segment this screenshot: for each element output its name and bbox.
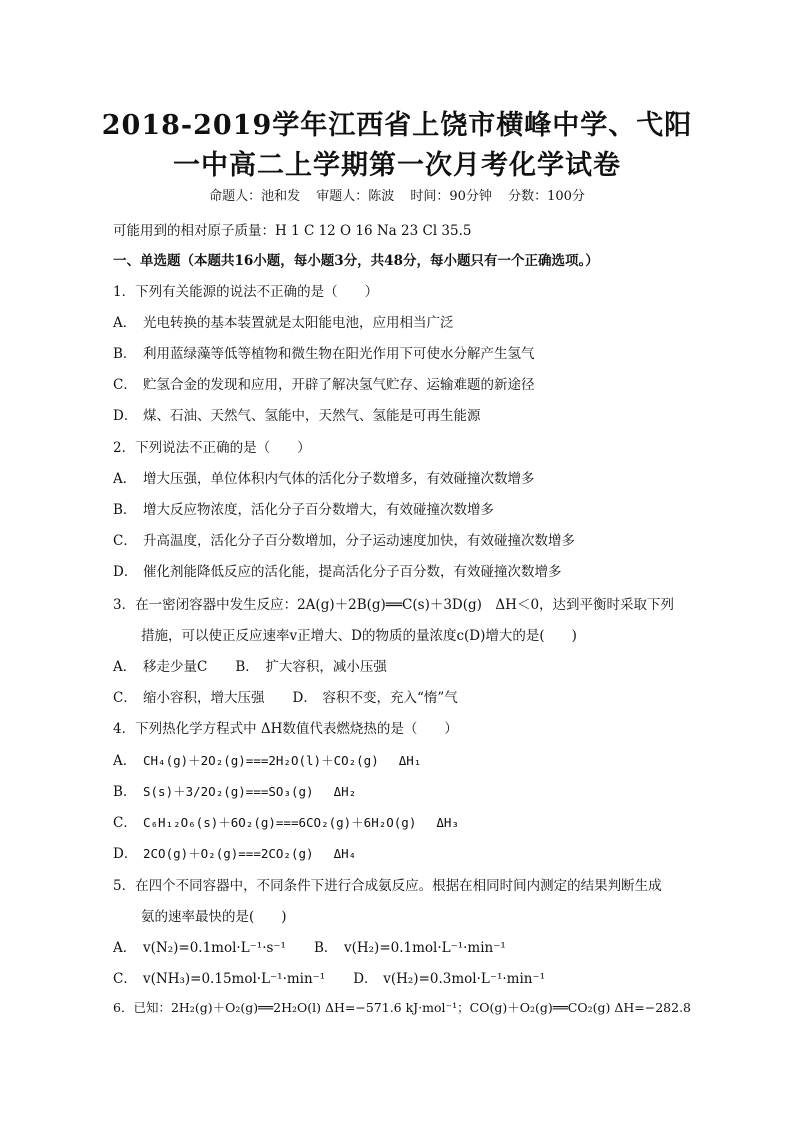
option-letter: D． <box>113 408 138 424</box>
reviewer: 审题人：陈波 <box>316 189 395 204</box>
question-1-option-d <box>113 404 684 424</box>
option-letter: B． <box>113 502 137 518</box>
option-text: 2CO(g)＋O₂(g)===2CO₂(g) ΔH₄ <box>143 846 357 861</box>
option-letter: C． <box>113 377 137 393</box>
option-letter: B． <box>235 659 259 675</box>
option-text: 扩大容积，减小压强 <box>265 659 387 675</box>
question-5-stem-line1: 5．在四个不同容器中，不同条件下进行合成氨反应。根据在相同时间内测定的结果判断生成 <box>113 878 662 894</box>
question-5-options-ab <box>113 936 684 956</box>
atomic-masses: 可能用到的相对原子质量：H 1 C 12 O 16 Na 23 Cl 35.5 <box>113 223 472 239</box>
option-letter: A． <box>113 315 137 331</box>
option-text: 增大压强，单位体积内气体的活化分子数增多，有效碰撞次数增多 <box>143 471 535 487</box>
option-letter: A． <box>113 753 137 769</box>
question-2-option-a <box>113 467 684 487</box>
option-letter: B． <box>113 784 137 800</box>
question-1-option-a <box>113 311 684 331</box>
question-2-option-b <box>113 498 684 518</box>
option-text: 缩小容积，增大压强 <box>143 690 265 706</box>
option-letter: A． <box>113 940 137 956</box>
question-1-option-c <box>113 373 684 393</box>
exam-time: 时间：90分钟 <box>410 189 492 204</box>
option-letter: D． <box>353 971 378 987</box>
option-letter: D． <box>292 690 317 706</box>
option-text: v(NH₃)=0.15mol·L⁻¹·min⁻¹ <box>143 971 326 987</box>
question-5-options-cd <box>113 967 684 987</box>
option-letter: A． <box>113 659 137 675</box>
option-text: 容积不变，充入“惰”气 <box>322 690 458 706</box>
option-text: v(N₂)=0.1mol·L⁻¹·s⁻¹ <box>143 940 286 956</box>
question-3-options-cd <box>113 686 684 706</box>
exam-title-line1: 2018-2019学年江西省上饶市横峰中学、弋阳 <box>101 110 693 141</box>
question-4-stem: 4．下列热化学方程式中 ΔH数值代表燃烧热的是（ ） <box>113 721 458 737</box>
option-letter: D． <box>113 846 138 862</box>
exam-title-line2: 一中高二上学期第一次月考化学试卷 <box>173 150 621 181</box>
option-letter: D． <box>113 564 138 580</box>
option-letter: B． <box>113 346 137 362</box>
option-text: 光电转换的基本装置就是太阳能电池，应用相当广泛 <box>143 315 454 331</box>
option-text: C₆H₁₂O₆(s)＋6O₂(g)===6CO₂(g)＋6H₂O(g) ΔH₃ <box>143 815 459 830</box>
option-text: 升高温度，活化分子百分数增加，分子运动速度加快，有效碰撞次数增多 <box>143 533 575 549</box>
question-5-stem-line2: 氨的速率最快的是( ) <box>141 909 287 925</box>
option-text: CH₄(g)＋2O₂(g)===2H₂O(l)＋CO₂(g) ΔH₁ <box>143 753 422 768</box>
option-text: v(H₂)=0.3mol·L⁻¹·min⁻¹ <box>383 971 546 987</box>
option-text: 催化剂能降低反应的活化能，提高活化分子百分数，有效碰撞次数增多 <box>143 564 562 580</box>
option-letter: C． <box>113 690 137 706</box>
question-setter: 命题人：池和发 <box>209 189 301 204</box>
option-text: 利用蓝绿藻等低等植物和微生物在阳光作用下可使水分解产生氢气 <box>143 346 535 362</box>
option-letter: B． <box>313 940 338 956</box>
exam-score: 分数：100分 <box>508 189 585 204</box>
question-3-stem-line1: 3．在一密闭容器中发生反应：2A(g)＋2B(g)══C(s)＋3D(g) ΔH＜0，达到平衡时采取下列 <box>113 597 675 613</box>
question-2-option-d <box>113 560 684 580</box>
question-4-option-a <box>113 749 684 769</box>
option-letter: A． <box>113 471 137 487</box>
question-3-stem-line2: 措施，可以使正反应速率v正增大、D的物质的量浓度c(D)增大的是( ) <box>141 628 577 644</box>
question-3-options-ab <box>113 655 684 675</box>
question-4-option-c <box>113 811 684 831</box>
option-text: 移走少量C <box>143 659 208 675</box>
question-2-option-c <box>113 529 684 549</box>
question-1-option-b <box>113 342 684 362</box>
question-2-stem: 2．下列说法不正确的是（ ） <box>113 440 311 456</box>
option-text: v(H₂)=0.1mol·L⁻¹·min⁻¹ <box>343 940 506 956</box>
option-letter: C． <box>113 815 137 831</box>
option-text: 增大反应物浓度，活化分子百分数增大，有效碰撞次数增多 <box>143 502 494 518</box>
exam-meta <box>0 185 794 204</box>
question-6-stem: 6．已知：2H₂(g)＋O₂(g)══2H₂O(l) ΔH=−571.6 kJ·mol⁻¹；CO(g)＋O₂(g)══CO₂(g) ΔH=−282.8 <box>113 1000 691 1015</box>
section-heading: 一、单选题（本题共16小题，每小题3分，共48分，每小题只有一个正确选项。） <box>113 253 599 269</box>
question-4-option-d <box>113 842 684 862</box>
option-text: 煤、石油、天然气、氢能中，天然气、氢能是可再生能源 <box>143 408 481 424</box>
question-1-stem: 1．下列有关能源的说法不正确的是（ ） <box>113 284 379 300</box>
option-text: 贮氢合金的发现和应用，开辟了解决氢气贮存、运输难题的新途径 <box>143 377 535 393</box>
option-letter: C． <box>113 971 137 987</box>
option-letter: C． <box>113 533 137 549</box>
option-text: S(s)＋3/2O₂(g)===SO₃(g) ΔH₂ <box>143 784 357 799</box>
question-4-option-b <box>113 780 684 800</box>
